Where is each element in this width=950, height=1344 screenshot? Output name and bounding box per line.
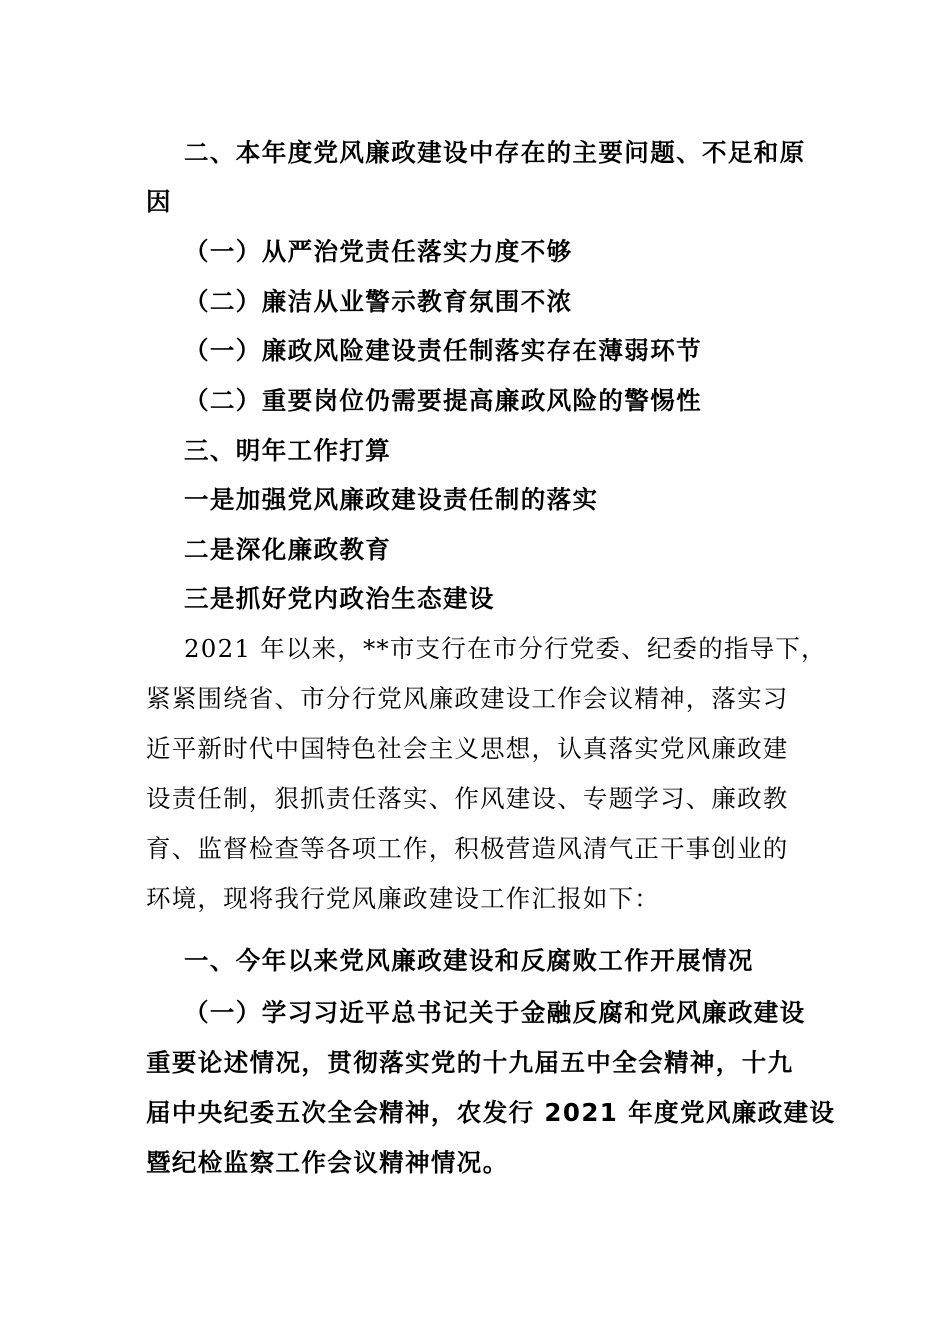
section3-item: 三是抓好党内政治生态建设 bbox=[184, 584, 495, 613]
section2-heading-line1: 二、本年度党风廉政建设中存在的主要问题、不足和原 bbox=[184, 138, 806, 167]
section1-sub1-line: （一）学习习近平总书记关于金融反腐和党风廉政建设 bbox=[184, 998, 806, 1027]
intro-paragraph-line: 近平新时代中国特色社会主义思想，认真落实党风廉政建 bbox=[146, 734, 789, 763]
section3-item: 一是加强党风廉政建设责任制的落实 bbox=[184, 485, 599, 514]
section1-sub1-line: 重要论述情况，贯彻落实党的十九届五中全会精神，十九 bbox=[146, 1048, 794, 1077]
intro-paragraph-line: 2021 年以来，**市支行在市分行党委、纪委的指导下， bbox=[184, 634, 827, 663]
section1-sub1-line: 暨纪检监察工作会议精神情况。 bbox=[146, 1148, 509, 1177]
section1-sub1-line: 届中央纪委五次全会精神，农发行 2021 年度党风廉政建设 bbox=[146, 1098, 836, 1127]
section3-item: 二是深化廉政教育 bbox=[184, 535, 392, 564]
intro-paragraph-line: 环境，现将我行党风廉政建设工作汇报如下： bbox=[146, 884, 660, 913]
section2-item: （一）从严治党责任落实力度不够 bbox=[184, 237, 573, 266]
section2-heading-line2: 因 bbox=[146, 187, 172, 216]
intro-paragraph-line: 紧紧围绕省、市分行党风廉政建设工作会议精神，落实习 bbox=[146, 684, 789, 713]
section2-item: （一）廉政风险建设责任制落实存在薄弱环节 bbox=[184, 336, 702, 365]
section2-item: （二）廉洁从业警示教育氛围不浓 bbox=[184, 287, 573, 316]
section2-item: （二）重要岗位仍需要提高廉政风险的警惕性 bbox=[184, 386, 702, 415]
intro-paragraph-line: 设责任制，狠抓责任落实、作风建设、专题学习、廉政教 bbox=[146, 784, 789, 813]
intro-paragraph-line: 育、监督检查等各项工作，积极营造风清气正干事创业的 bbox=[146, 834, 789, 863]
section3-heading: 三、明年工作打算 bbox=[184, 436, 392, 465]
section1-heading: 一、今年以来党风廉政建设和反腐败工作开展情况 bbox=[184, 946, 754, 975]
